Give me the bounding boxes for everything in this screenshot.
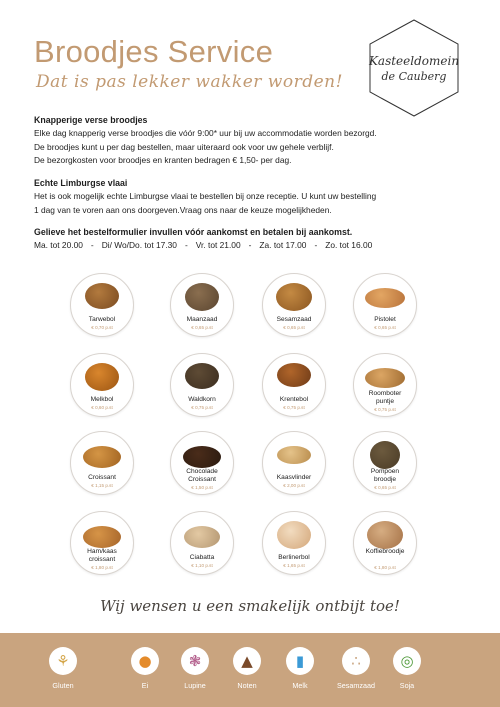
bread-image [185,363,219,389]
sesame-icon: ∴ [342,647,370,675]
product-item [353,511,417,575]
bread-image [83,446,121,468]
product-price: € 0,75 p.st [191,405,213,410]
product-price: € 2,00 p.st [283,483,305,488]
product-name: Berlinerbol [278,554,310,561]
product-item [353,273,417,337]
product-price: € 0,65 p.st [283,325,305,330]
product-item [262,353,326,417]
product-item [170,353,234,417]
allergen-lupine [165,647,225,690]
product-name: Melkbol [90,396,114,403]
product-name: Koffiebroodje [365,548,405,555]
section-fresh-rolls [34,114,474,168]
kasteeldomein-logo [366,18,462,118]
allergen-label: Soja [399,681,415,690]
section-heading: Knapperige verse broodjes [34,115,148,125]
bread-image [85,283,119,309]
product-price: € 0,75 p.st [283,405,305,410]
allergen-label: Noten [237,681,257,690]
allergen-label: Gluten [52,681,74,690]
product-price: € 0,60 p.st [91,405,113,410]
product-name: Krentebol [279,396,309,403]
hours-sat: Za. tot 17.00 [259,240,307,250]
allergen-label: Sesamzaad [337,681,375,690]
text-line: 1 dag van te voren aan ons doorgeven.Vraag ons naar de keuze mogelijkheden. [34,204,332,215]
product-price: € 0,65 p.st [374,485,396,490]
bread-image [184,526,220,548]
product-name: Ciabatta [189,554,215,561]
text-line: Het is ook mogelijk echte Limburgse vlaai te bestellen bij onze receptie. U kunt uw bestelling [34,191,377,201]
allergen-footer [0,633,500,707]
text-line: De broodjes kunt u per dag bestellen, maar uiteraard ook voor uw gehele verblijf. [34,141,334,152]
product-name: Chocolade Croissant [186,468,218,483]
bread-image [277,446,311,464]
logo-line-1: Kasteeldomein [368,54,460,68]
bread-image [367,521,403,549]
product-item [70,431,134,495]
bread-image [276,283,312,311]
hours-fri: Vr. tot 21.00 [195,240,241,250]
page-title: Broodjes Service [34,34,274,69]
product-name: Pistolet [374,316,396,323]
product-item [262,511,326,575]
hours-mon: Ma. tot 20.00 [34,240,83,250]
allergen-melk [270,647,330,690]
soy-icon: ◎ [393,647,421,675]
hexagon-logo-frame [366,18,462,118]
hours-sep: - [184,240,188,250]
product-name: Tarwebol [88,316,116,323]
product-item [70,273,134,337]
product-item [170,431,234,495]
opening-hours [34,239,474,253]
product-price: € 0,65 p.st [374,325,396,330]
product-name: Pompoen broodje [370,468,400,483]
hours-sun: Zo. tot 16.00 [325,240,373,250]
product-price: € 1,50 p.st [191,485,213,490]
product-item [353,353,417,417]
product-price: € 0,65 p.st [191,325,213,330]
product-price: € 0,75 p.st [374,407,396,412]
wheat-icon: ⚘ [49,647,77,675]
product-item [70,353,134,417]
egg-icon: ● [131,647,159,675]
bread-image [365,288,405,308]
page-subtitle: Dat is pas lekker wakker worden! [36,72,343,92]
allergen-label: Ei [141,681,149,690]
product-item [170,273,234,337]
hours-sep: - [314,240,318,250]
allergen-soja [377,647,437,690]
product-price: € 1,65 p.st [283,563,305,568]
section-heading: Gelieve het bestelformulier invullen vóór aankomst en betalen bij aankomst. [34,227,353,237]
product-name: Croissant [88,474,116,481]
product-name: Kaasvlinder [276,474,312,481]
hours-sep: - [248,240,252,250]
bread-image [185,283,219,311]
product-name: Sesamzaad [276,316,312,323]
bread-image [183,446,221,468]
bread-image [83,526,121,548]
product-name: Maanzaad [186,316,218,323]
allergen-gluten [33,647,93,690]
milk-icon: ▮ [286,647,314,675]
product-item [170,511,234,575]
product-item [353,431,417,495]
allergen-label: Melk [292,681,308,690]
product-price: € 1,10 p.st [191,563,213,568]
product-item [262,431,326,495]
nut-icon: ▲ [233,647,261,675]
section-heading: Echte Limburgse vlaai [34,178,128,188]
allergen-label: Lupine [184,681,206,690]
hours-tue-thu: Di/ Wo/Do. tot 17.30 [101,240,177,250]
bread-image [365,368,405,388]
product-price: € 0,70 p.st [91,325,113,330]
lupine-icon: ❃ [181,647,209,675]
logo-line-2: de Cauberg [381,70,447,83]
product-name: Roomboter puntje [368,390,402,405]
bread-image [85,363,119,391]
product-name: Ham/kaas croissant [87,548,117,563]
hours-sep: - [90,240,94,250]
bread-image [277,521,311,549]
allergen-noten [217,647,277,690]
text-line: Elke dag knapperig verse broodjes die vóór 9:00* uur bij uw accommodatie worden bezorgd. [34,128,377,138]
section-vlaai [34,177,474,217]
product-name: Waldkorn [188,396,216,403]
product-price: € 1,15 p.st [91,483,113,488]
product-price: € 1,80 p.st [374,565,396,570]
bread-image [277,363,311,387]
section-order-info [34,226,474,253]
bread-image [370,441,400,469]
text-line: De bezorgkosten voor broodjes en kranten bedragen € 1,50- per dag. [34,155,292,165]
product-price: € 1,80 p.st [91,565,113,570]
product-item [70,511,134,575]
product-item [262,273,326,337]
closing-message: Wij wensen u een smakelijk ontbijt toe! [100,597,400,615]
